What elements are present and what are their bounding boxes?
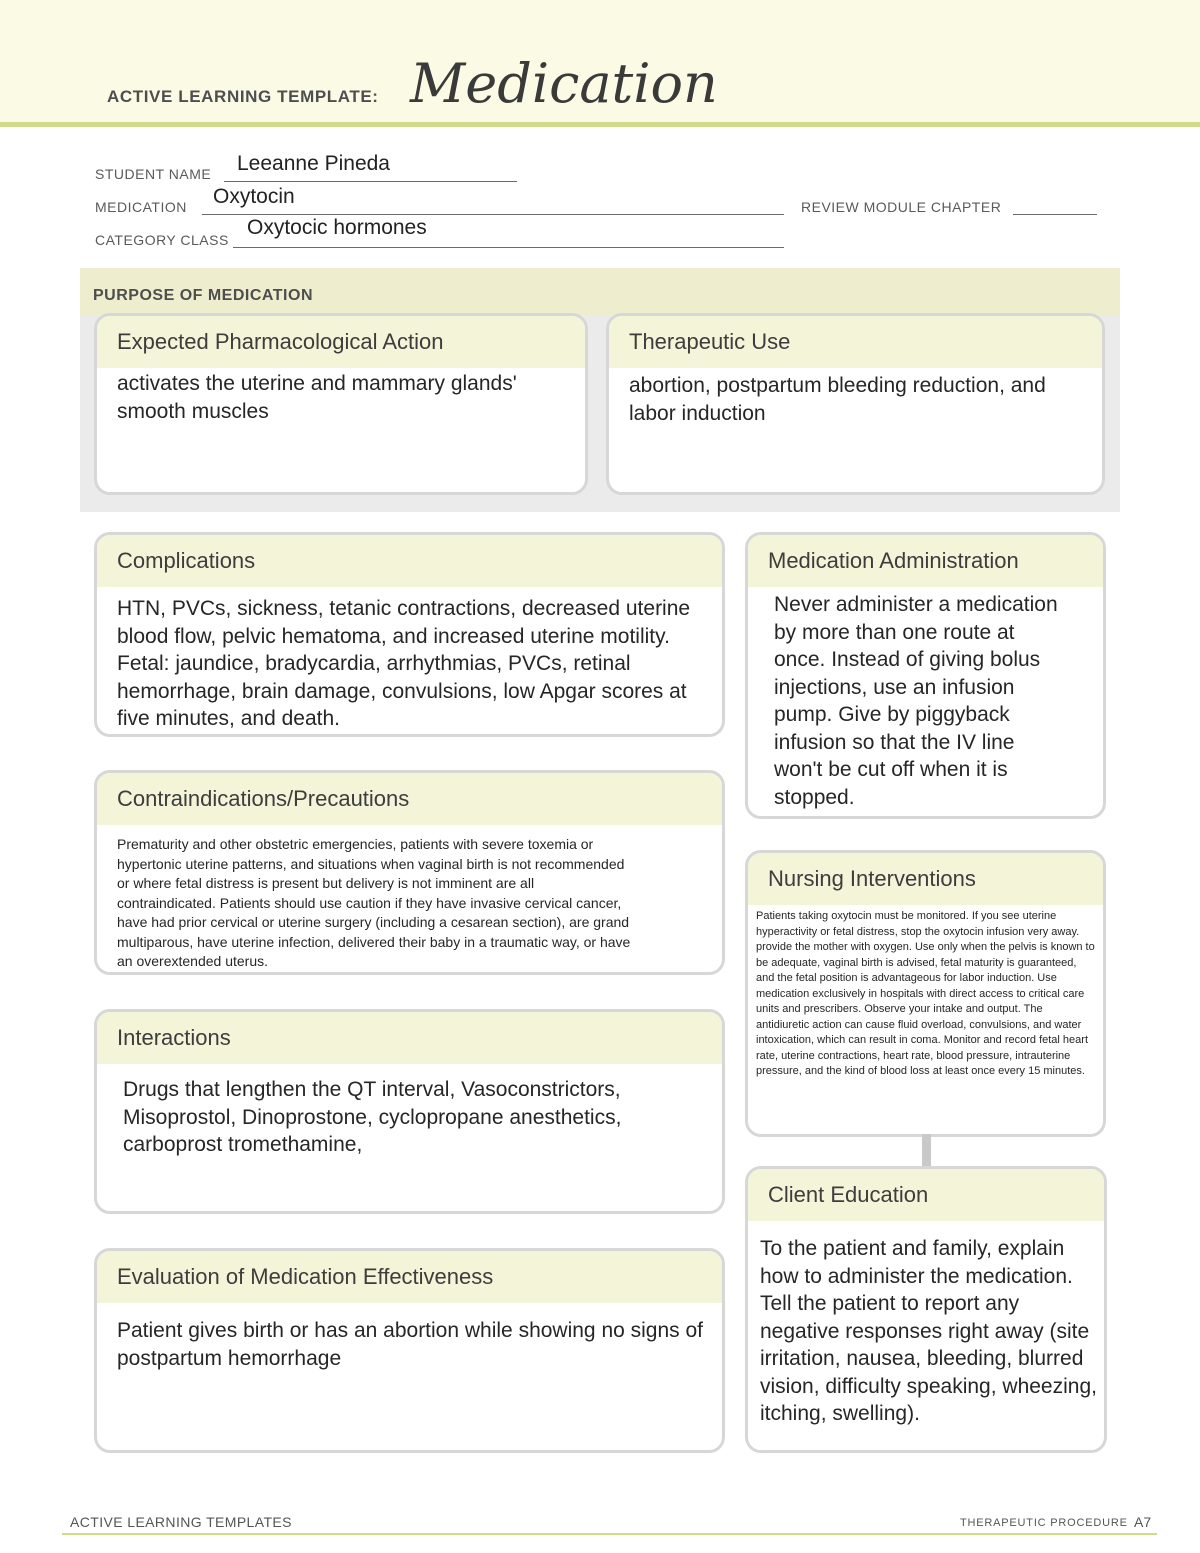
medication-administration-box	[745, 532, 1106, 819]
client-education-box	[745, 1166, 1107, 1453]
interactions-box	[94, 1009, 725, 1214]
interactions-text[interactable]: Drugs that lengthen the QT interval, Vasoconstrictors, Misoprostol, Dinoprostone, cyclopropane anesthetics, carboprost tromethamine,	[123, 1078, 622, 1156]
contraindications-title: Contraindications/Precautions	[97, 773, 722, 825]
contraindications-box	[94, 770, 725, 975]
page-number: A7	[1134, 1514, 1152, 1530]
review-module-line	[1013, 214, 1097, 215]
review-module-label: REVIEW MODULE CHAPTER	[801, 199, 1002, 215]
complications-text[interactable]: HTN, PVCs, sickness, tetanic contractions, decreased uterine blood flow, pelvic hematoma, and increased uterine motility. Fetal: jaundice, bradycardia, arrhythmias, PVCs, retinal hemorrhage, brain damage, convulsions, low Apgar scores at five minutes, and death.	[117, 597, 691, 730]
contraindications-text[interactable]: Prematurity and other obstetric emergencies, patients with severe toxemia or hypertonic uterine patterns, and situations when vaginal birth is not recommended or where fetal distress is present but delivery is not imminent are all contraindicated. Patients should use caution if they have invasive cervical cancer, have had prior cervical or uterine surgery (including a cesarean section), are grand multiparous, have uterine infection, delivered their baby in a traumatic way, or have an overextended uterus.	[117, 836, 631, 969]
page-title: Medication	[410, 52, 718, 115]
client-education-text[interactable]: To the patient and family, explain how to administer the medication. Tell the patient to report any negative responses right away (site irritation, nausea, bleeding, blurred vision, difficulty speaking, wheezing, itching, swelling).	[760, 1237, 1097, 1425]
category-class-line	[233, 247, 784, 248]
evaluation-title: Evaluation of Medication Effectiveness	[97, 1251, 722, 1303]
medication-administration-title: Medication Administration	[748, 535, 1103, 587]
medication-administration-text[interactable]: Never administer a medication by more than one route at once. Instead of giving bolus injections, use an infusion pump. Give by piggyback infusion so that the IV line won't be cut off when it is stopped.	[774, 593, 1058, 809]
evaluation-text[interactable]: Patient gives birth or has an abortion while showing no signs of postpartum hemorrhage	[117, 1319, 704, 1370]
student-name-value[interactable]: Leeanne Pineda	[237, 152, 390, 175]
evaluation-box	[94, 1248, 725, 1453]
nursing-interventions-box	[745, 850, 1106, 1137]
expected-action-box	[94, 313, 588, 495]
box-connector	[922, 1134, 931, 1166]
nursing-interventions-title: Nursing Interventions	[748, 853, 1103, 905]
footer-rule	[62, 1533, 1157, 1535]
student-name-label: STUDENT NAME	[95, 166, 212, 182]
template-label: ACTIVE LEARNING TEMPLATE:	[107, 87, 379, 106]
header-rule	[0, 122, 1200, 127]
footer-right-label: THERAPEUTIC PROCEDURE	[960, 1517, 1128, 1529]
client-education-title: Client Education	[748, 1169, 1104, 1221]
therapeutic-use-title: Therapeutic Use	[609, 316, 1102, 368]
medication-label: MEDICATION	[95, 199, 187, 215]
medication-value[interactable]: Oxytocin	[213, 185, 295, 208]
complications-box	[94, 532, 725, 737]
interactions-title: Interactions	[97, 1012, 722, 1064]
medication-line	[202, 214, 784, 215]
nursing-interventions-text[interactable]: Patients taking oxytocin must be monitored. If you see uterine hyperactivity or fetal distress, stop the oxytocin infusion very away. provide the mother with oxygen. Use only when the pelvis is known to be adequate, vaginal birth is advised, fetal maturity is guaranteed, and the fetal position is advantageous for labor induction. Use medication exclusively in hospitals with direct access to critical care units and prescribers. Observe your intake and output. The antidiuretic action can cause fluid overload, convulsions, and water intoxication, which can result in coma. Monitor and record fetal heart rate, uterine contractions, heart rate, blood pressure, intrauterine pressure, and the kind of blood loss at least once every 15 minutes.	[756, 910, 1095, 1077]
expected-action-title: Expected Pharmacological Action	[97, 316, 585, 368]
expected-action-text[interactable]: activates the uterine and mammary glands' smooth muscles	[117, 372, 517, 423]
therapeutic-use-text[interactable]: abortion, postpartum bleeding reduction, and labor induction	[629, 374, 1046, 425]
complications-title: Complications	[97, 535, 722, 587]
footer-left-label: ACTIVE LEARNING TEMPLATES	[70, 1514, 292, 1530]
therapeutic-use-box	[606, 313, 1105, 495]
student-name-line	[224, 181, 517, 182]
category-class-label: CATEGORY CLASS	[95, 232, 229, 248]
purpose-label: PURPOSE OF MEDICATION	[93, 287, 313, 304]
category-class-value[interactable]: Oxytocic hormones	[247, 216, 427, 239]
